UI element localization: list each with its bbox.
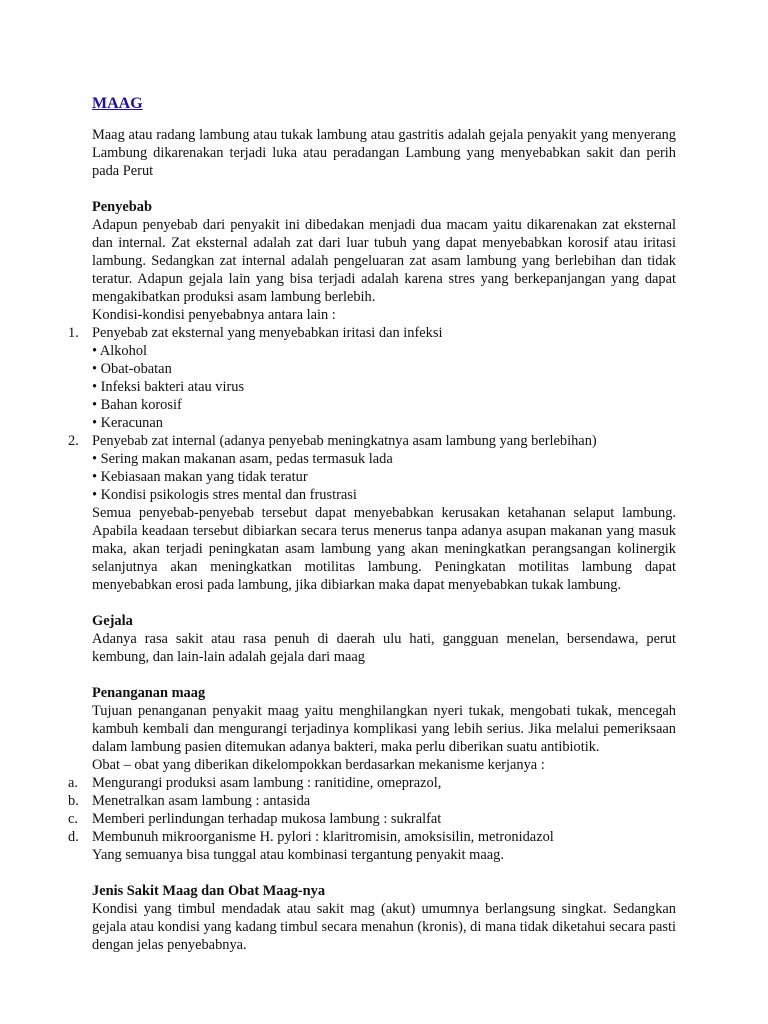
list-item-label: Memberi perlindungan terhadap mukosa lambung : sukralfat <box>92 811 442 827</box>
bullet-item: • Sering makan makanan asam, pedas termasuk lada <box>92 451 393 467</box>
bullet-item: • Alkohol <box>92 343 148 359</box>
penanganan-closing: Yang semuanya bisa tunggal atau kombinasi tergantung penyakit maag. <box>92 847 504 863</box>
list-item-label: Membunuh mikroorganisme H. pylori : klaritromisin, amoksisilin, metronidazol <box>92 829 554 845</box>
penanganan-paragraph: Tujuan penanganan penyakit maag yaitu menghilangkan nyeri tukak, mengobati tukak, mencegah kambuh kembali dan mengurangi terjadinya komplikasi yang lebih serius. Jika melalui pemeriksaan dalam lambung pasien ditemukan adanya bakteri, maka perlu diberikan suatu antibiotik. <box>92 703 676 755</box>
bullet-item: • Keracunan <box>92 415 163 431</box>
jenis-heading: Jenis Sakit Maag dan Obat Maag-nya <box>92 883 326 899</box>
jenis-paragraph: Kondisi yang timbul mendadak atau sakit mag (akut) umumnya berlangsung singkat. Sedangkan gejala atau kondisi yang kadang timbul secara menahun (kronis), di mana tidak diketahui secara pasti dengan jelas penyebabnya. <box>92 901 676 953</box>
penyebab-closing: Semua penyebab-penyebab tersebut dapat menyebabkan kerusakan ketahanan selaput lambung. Apabila keadaan tersebut dibiarkan secara terus menerus tanpa adanya asupan makanan yang masuk maka, akan terjadi peningkatan asam lambung yang akan meningkatkan perangsangan kolinergik selanjutnya akan meningkatkan motilitas lambung. Peningkatan motilitas lambung dapat menyebabkan erosi pada lambung, jika dibiarkan maka dapat menyebabkan tukak lambung. <box>92 505 676 593</box>
list-marker: 2. <box>68 433 79 449</box>
bullet-item: • Kondisi psikologis stres mental dan frustrasi <box>92 487 357 503</box>
obat-intro: Obat – obat yang diberikan dikelompokkan berdasarkan mekanisme kerjanya : <box>92 757 545 773</box>
penanganan-heading: Penanganan maag <box>92 685 206 701</box>
list-item <box>68 432 676 450</box>
list-item-label: Penyebab zat eksternal yang menyebabkan iritasi dan infeksi <box>92 325 443 341</box>
list-item-label: Penyebab zat internal (adanya penyebab meningkatnya asam lambung yang berlebihan) <box>92 433 597 449</box>
bullet-item: • Kebiasaan makan yang tidak teratur <box>92 469 308 485</box>
gejala-heading: Gejala <box>92 613 133 629</box>
list-marker: a. <box>68 775 78 791</box>
list-item-label: Menetralkan asam lambung : antasida <box>92 793 311 809</box>
kondisi-intro: Kondisi-kondisi penyebabnya antara lain : <box>92 307 336 323</box>
list-marker: 1. <box>68 325 79 341</box>
list-item <box>68 792 676 810</box>
document-body <box>68 94 676 954</box>
list-marker: c. <box>68 811 78 827</box>
list-marker: b. <box>68 793 79 809</box>
list-item <box>68 810 676 828</box>
list-item <box>68 828 676 846</box>
list-item <box>68 774 676 792</box>
bullet-item: • Bahan korosif <box>92 397 182 413</box>
intro-paragraph: Maag atau radang lambung atau tukak lambung atau gastritis adalah gejala penyakit yang menyerang Lambung dikarenakan terjadi luka atau peradangan Lambung yang menyebabkan sakit dan perih pada Perut <box>92 127 676 179</box>
penyebab-heading: Penyebab <box>92 199 152 215</box>
page-title[interactable]: MAAG <box>92 95 143 112</box>
list-item-label: Mengurangi produksi asam lambung : ranitidine, omeprazol, <box>92 775 442 791</box>
list-item <box>68 324 676 342</box>
gejala-paragraph: Adanya rasa sakit atau rasa penuh di daerah ulu hati, gangguan menelan, bersendawa, perut kembung, dan lain-lain adalah gejala dari maag <box>92 631 676 665</box>
penyebab-paragraph: Adapun penyebab dari penyakit ini dibedakan menjadi dua macam yaitu dikarenakan zat eksternal dan internal. Zat eksternal adalah zat dari luar tubuh yang dapat menyebabkan korosif atau iritasi lambung. Sedangkan zat internal adalah pengeluaran zat asam lambung yang berlebihan dan tidak teratur. Adapun gejala lain yang bisa terjadi adalah karena stres yang berkepanjangan yang dapat mengakibatkan produksi asam lambung berlebih. <box>92 217 676 305</box>
bullet-item: • Infeksi bakteri atau virus <box>92 379 245 395</box>
bullet-item: • Obat-obatan <box>92 361 172 377</box>
list-marker: d. <box>68 829 79 845</box>
